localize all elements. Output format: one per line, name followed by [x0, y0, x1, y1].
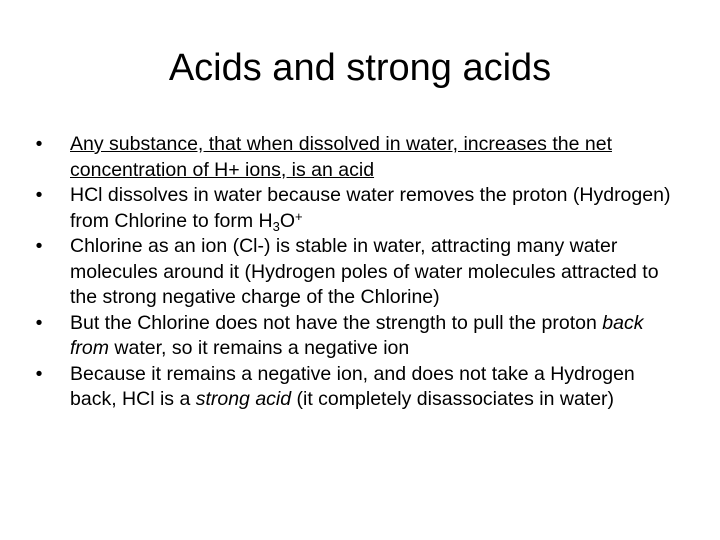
bullet-text: But the Chlorine does not have the strength to pull the proton [70, 311, 603, 334]
bullet-icon: • [35, 133, 43, 155]
slide-title: Acids and strong acids [168, 47, 552, 89]
bullet-icon: • [35, 311, 43, 334]
bullet-text: Chlorine as an ion (Cl-) is stable in water, attracting many water molecules around it (Hydrogen poles of water molecules attracted to the strong negative charge of the Chlorine) [70, 235, 659, 308]
bullet-text: Any substance, that when dissolved in water, increases the net concentration of H+ ions, is an acid [70, 133, 612, 181]
bullet-text: O [279, 209, 296, 232]
bullet-item [32, 311, 672, 362]
superscript: + [295, 208, 303, 224]
bullet-text: HCl dissolves in water because water removes the proton (Hydrogen) from Chlorine to form H [70, 184, 671, 232]
bullet-item [32, 183, 672, 234]
bullet-icon: • [35, 235, 43, 257]
italic-text: strong acid [195, 388, 292, 410]
bullet-item [32, 234, 672, 311]
bullet-item [32, 132, 672, 183]
bullet-text: (it completely disassociates in water) [291, 388, 615, 410]
bullet-text: water, so it remains a negative ion [109, 337, 410, 359]
italic-text: back from [70, 311, 644, 359]
bullet-item [32, 362, 672, 413]
bullet-icon: • [35, 184, 43, 206]
bullet-icon: • [35, 362, 43, 385]
bullet-list [32, 132, 672, 413]
bullet-text: Because it remains a negative ion, and does not take a Hydrogen back, HCl is a [70, 362, 635, 410]
subscript: 3 [272, 218, 280, 234]
